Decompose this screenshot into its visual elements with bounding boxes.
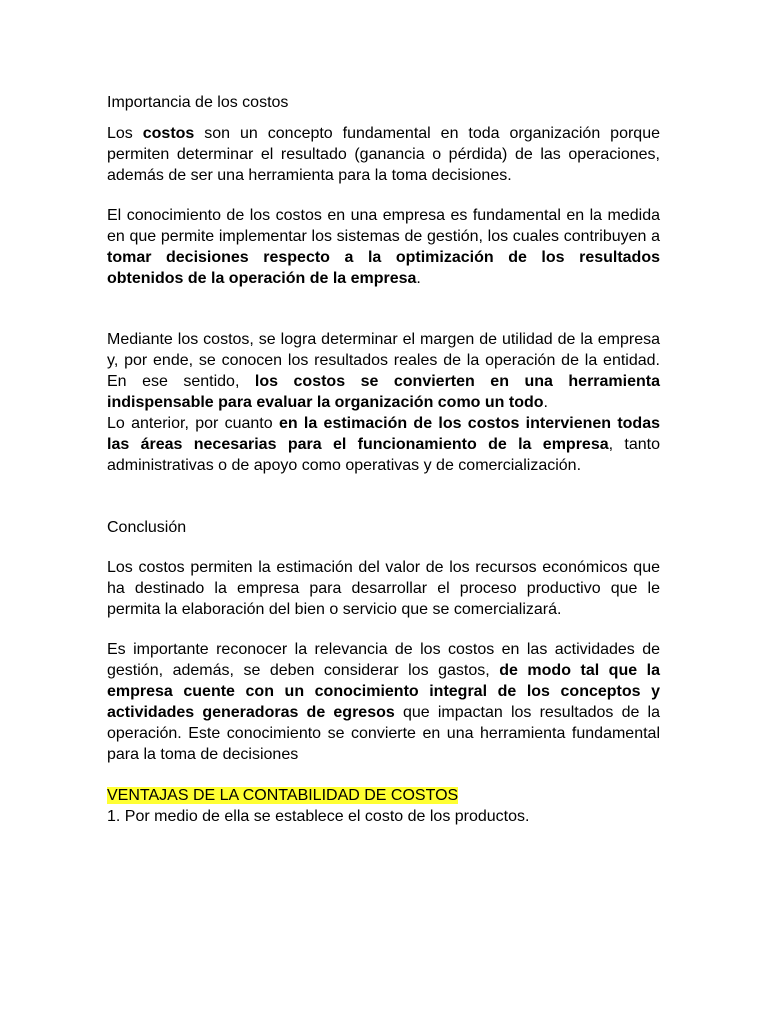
paragraph-6-text-a: Es importante reconocer la relevancia de los costos en las actividades de gestión, además, se deben considerar los gastos, <box>107 641 660 679</box>
document-page <box>107 92 660 827</box>
paragraph-1-text-b: son un concepto fundamental en toda organización porque permiten determinar el resultado (ganancia o pérdida) de las operaciones, además de ser una herramienta para la toma decisiones. <box>107 125 660 184</box>
paragraph-1-text-a: Los <box>107 125 143 142</box>
paragraph-4 <box>107 413 660 476</box>
section-heading-conclusion: Conclusión <box>107 519 187 536</box>
paragraph-6 <box>107 639 660 765</box>
paragraph-3-text-a: Mediante los costos, se logra determinar el margen de utilidad de la empresa y, por ende, se conocen los resultados reales de la operación de la entidad. En ese sentido, <box>107 331 660 390</box>
ventajas-heading <box>107 785 660 806</box>
paragraph-1-bold: costos <box>142 125 195 142</box>
section-heading-importancia: Importancia de los costos <box>107 94 289 111</box>
paragraph-3-text-b: . <box>543 394 548 411</box>
paragraph-6-text-b: que impactan los resultados de la operación. Este conocimiento se convierte en una herramienta fundamental para la toma de decisiones <box>107 704 660 763</box>
paragraph-2-bold: tomar decisiones respecto a la optimización de los resultados obtenidos de la operación de la empresa <box>107 249 660 287</box>
paragraph-2-text-b: . <box>416 270 421 287</box>
paragraph-6-bold: de modo tal que la empresa cuente con un conocimiento integral de los conceptos y actividades generadoras de egresos <box>107 662 660 721</box>
paragraph-4-text-a: Lo anterior, por cuanto <box>107 415 279 432</box>
ventajas-heading-highlight: VENTAJAS DE LA CONTABILIDAD DE COSTOS <box>107 787 459 804</box>
paragraph-4-text-b: , tanto administrativas o de apoyo como operativas y de comercialización. <box>107 436 660 474</box>
paragraph-1 <box>107 123 660 186</box>
paragraph-3 <box>107 329 660 413</box>
paragraph-2 <box>107 205 660 289</box>
paragraph-5: Los costos permiten la estimación del valor de los recursos económicos que ha destinado la empresa para desarrollar el proceso productivo que le permita la elaboración del bien o servicio que se comercializará. <box>107 559 660 618</box>
list-item: 1. Por medio de ella se establece el costo de los productos. <box>107 808 530 825</box>
paragraph-2-text-a: El conocimiento de los costos en una empresa es fundamental en la medida en que permite implementar los sistemas de gestión, los cuales contribuyen a <box>107 207 660 245</box>
paragraph-3-bold: los costos se convierten en una herramienta indispensable para evaluar la organización como un todo <box>107 373 660 411</box>
paragraph-4-bold: en la estimación de los costos intervienen todas las áreas necesarias para el funcionamiento de la empresa <box>107 415 660 453</box>
